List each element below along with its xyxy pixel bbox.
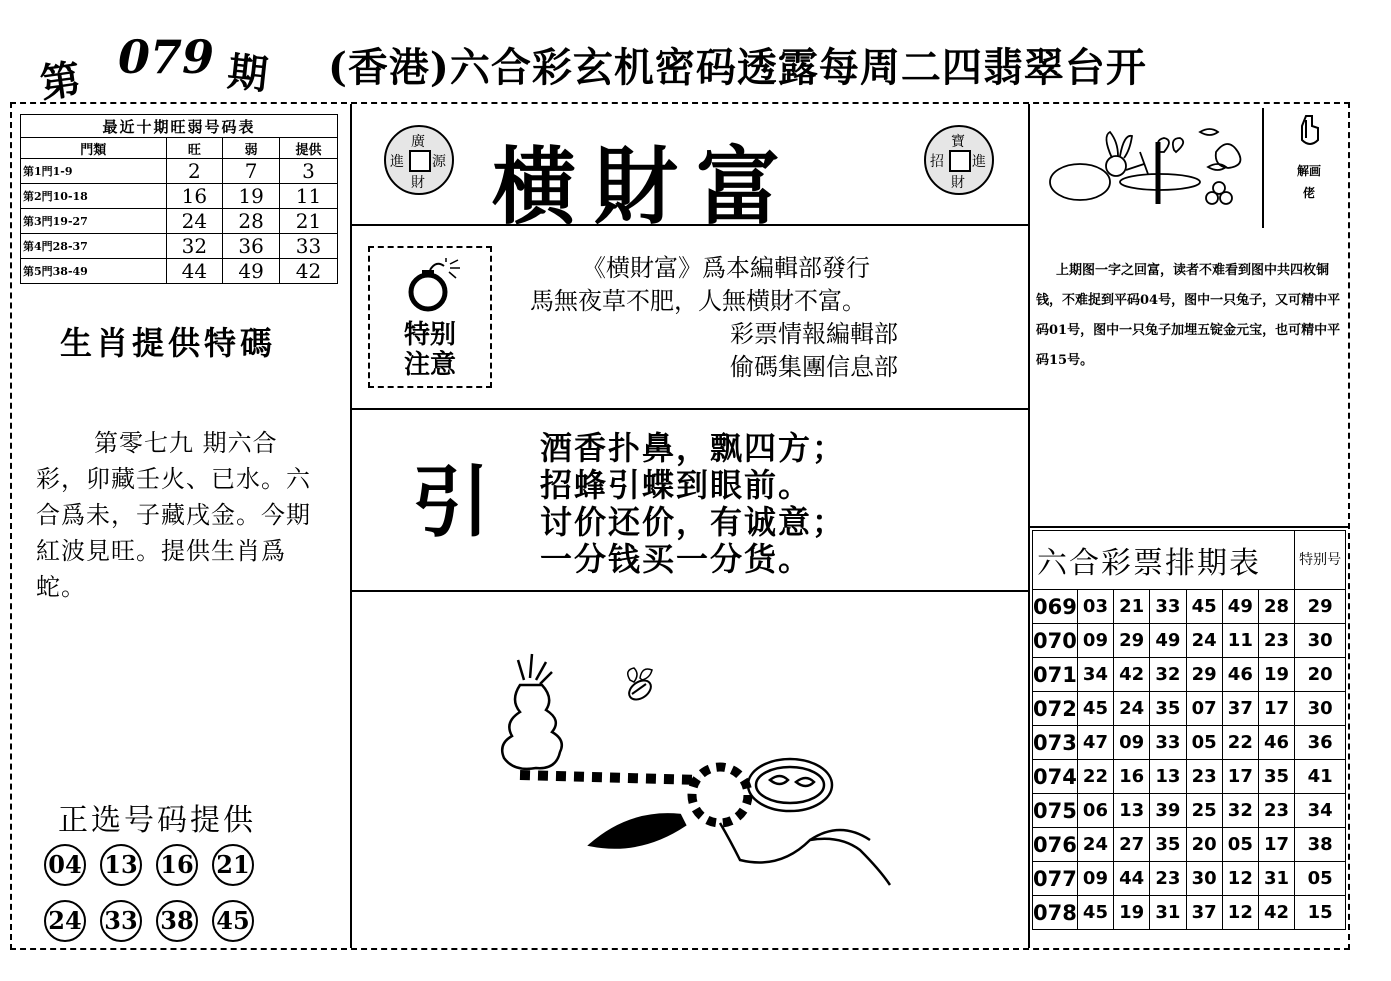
number-cell: 23: [1150, 862, 1186, 896]
notice-line: 馬無夜草不肥，人無横財不富。: [530, 287, 866, 315]
period-cell: 075: [1033, 794, 1078, 828]
row-group: 第2門10-18: [21, 184, 167, 209]
notice-label-line: 特别: [403, 320, 456, 350]
number-cell: 16: [1114, 760, 1150, 794]
table-row: [1033, 624, 1346, 658]
number-cell: 19: [1258, 658, 1294, 692]
table-row: [1033, 760, 1346, 794]
pick-ball: 38: [156, 900, 198, 942]
row-ruo: 36: [223, 234, 280, 259]
table-row: [1033, 726, 1346, 760]
col-header-wang: 旺: [166, 138, 223, 159]
poem-line: 一分钱买一分货。: [540, 540, 813, 578]
notice-box: [368, 246, 492, 388]
row-wang: 2: [166, 159, 223, 184]
coin-left-icon: [384, 125, 454, 195]
poem-line: 酒香扑鼻，飘四方；: [540, 429, 847, 467]
number-cell: 45: [1077, 896, 1113, 930]
number-cell: 37: [1222, 692, 1258, 726]
number-cell: 07: [1186, 692, 1222, 726]
divider-left: [350, 104, 352, 948]
notice-text: [530, 252, 898, 384]
riddle-side-label: 解画佬: [1296, 164, 1321, 200]
number-cell: 35: [1150, 828, 1186, 862]
special-number-cell: 05: [1295, 862, 1346, 896]
period-cell: 069: [1033, 590, 1078, 624]
number-cell: 45: [1077, 692, 1113, 726]
coin-char: 寶: [951, 134, 965, 150]
number-cell: 20: [1186, 828, 1222, 862]
stats-caption: 最近十期旺弱号码表: [21, 115, 338, 138]
number-cell: 46: [1258, 726, 1294, 760]
special-label: 特别号: [1295, 531, 1346, 590]
number-cell: 33: [1150, 590, 1186, 624]
table-row: [1033, 658, 1346, 692]
number-cell: 32: [1222, 794, 1258, 828]
row-group: 第5門38-49: [21, 259, 167, 284]
number-cell: 29: [1186, 658, 1222, 692]
poem-big-char: 引: [412, 458, 491, 548]
number-cell: 12: [1222, 896, 1258, 930]
row-group: 第1門1-9: [21, 159, 167, 184]
pick-ball: 04: [44, 844, 86, 886]
special-number-cell: 36: [1295, 726, 1346, 760]
number-cell: 45: [1186, 590, 1222, 624]
number-cell: 13: [1114, 794, 1150, 828]
divider-jie: [1262, 108, 1264, 228]
number-cell: 21: [1114, 590, 1150, 624]
row-provide: 11: [279, 184, 337, 209]
special-number-cell: 15: [1295, 896, 1346, 930]
zodiac-title: 生肖提供特碼: [60, 324, 277, 362]
brand-name: 横財富: [492, 137, 799, 236]
number-cell: 49: [1222, 590, 1258, 624]
coin-square: [409, 150, 431, 172]
notice-label-line: 注意: [403, 350, 456, 380]
number-cell: 49: [1150, 624, 1186, 658]
number-cell: 22: [1077, 760, 1113, 794]
table-row: [21, 159, 338, 184]
row-ruo: 7: [223, 159, 280, 184]
row-provide: 3: [279, 159, 337, 184]
number-cell: 23: [1186, 760, 1222, 794]
table-row: [21, 234, 338, 259]
table-row: [21, 259, 338, 284]
col-header-provide: 提供: [279, 138, 337, 159]
row-wang: 32: [166, 234, 223, 259]
period-cell: 072: [1033, 692, 1078, 726]
number-cell: 31: [1258, 862, 1294, 896]
number-cell: 28: [1258, 590, 1294, 624]
poem-line: 讨价还价，有诚意；: [540, 503, 847, 541]
notice-line: 偷碼集團信息部: [730, 353, 898, 381]
number-cell: 11: [1222, 624, 1258, 658]
number-cell: 24: [1114, 692, 1150, 726]
row-provide: 42: [279, 259, 337, 284]
notice-line: 彩票情報編輯部: [730, 320, 898, 348]
coin-char: 進: [390, 154, 404, 170]
pick-ball: 45: [212, 900, 254, 942]
zodiac-text: 第零七九 期六合彩，卯藏壬火、已水。六合爲未，子藏戌金。今期紅波見旺。提供生肖爲蛇。: [36, 429, 311, 601]
special-number-cell: 30: [1295, 692, 1346, 726]
coin-char: 財: [951, 175, 965, 191]
table-row: [21, 209, 338, 234]
number-cell: 05: [1222, 828, 1258, 862]
number-cell: 31: [1150, 896, 1186, 930]
row-group: 第4門28-37: [21, 234, 167, 259]
row-wang: 44: [166, 259, 223, 284]
number-cell: 29: [1114, 624, 1150, 658]
poem: [540, 430, 846, 578]
picks-title: 正选号码提供: [58, 803, 256, 838]
bee-icon: [626, 668, 655, 703]
table-row: [1033, 590, 1346, 624]
table-row: [21, 184, 338, 209]
number-cell: 25: [1186, 794, 1222, 828]
number-cell: 33: [1150, 726, 1186, 760]
divider-notice: [352, 408, 1028, 410]
period-cell: 070: [1033, 624, 1078, 658]
table-row: [1033, 896, 1346, 930]
coin-char: 廣: [411, 134, 425, 150]
notice-line: 《横財富》爲本編輯部發行: [582, 254, 870, 282]
pick-ball: 13: [100, 844, 142, 886]
number-cell: 03: [1077, 590, 1113, 624]
coin-char: 進: [972, 154, 986, 170]
number-cell: 17: [1258, 828, 1294, 862]
number-cell: 30: [1186, 862, 1222, 896]
number-cell: 34: [1077, 658, 1113, 692]
coin-square: [949, 150, 971, 172]
picks-numbers: [44, 844, 334, 956]
row-provide: 33: [279, 234, 337, 259]
table-row: [1033, 862, 1346, 896]
number-cell: 35: [1150, 692, 1186, 726]
notice-label: [370, 320, 490, 380]
number-cell: 32: [1150, 658, 1186, 692]
special-number-cell: 34: [1295, 794, 1346, 828]
number-cell: 22: [1222, 726, 1258, 760]
period-cell: 071: [1033, 658, 1078, 692]
divider-poem: [352, 590, 1028, 592]
pick-ball: 21: [212, 844, 254, 886]
number-cell: 19: [1114, 896, 1150, 930]
table-row: [1033, 828, 1346, 862]
number-cell: 09: [1077, 624, 1113, 658]
row-ruo: 49: [223, 259, 280, 284]
pick-ball: 16: [156, 844, 198, 886]
number-cell: 23: [1258, 624, 1294, 658]
schedule-title: 六合彩票排期表: [1033, 531, 1295, 590]
riddle-text: 上期图一字之回富，读者不难看到图中共四枚铜钱，不难捉到平码04号，图中一只兔子，又可精中平码01号，图中一只兔子加埋五锭金元宝，也可精中平码15号。: [1036, 263, 1341, 368]
special-number-cell: 20: [1295, 658, 1346, 692]
number-cell: 47: [1077, 726, 1113, 760]
special-number-cell: 29: [1295, 590, 1346, 624]
number-cell: 17: [1258, 692, 1294, 726]
poem-line: 招蜂引蝶到眼前。: [540, 466, 813, 504]
number-cell: 35: [1258, 760, 1294, 794]
bomb-icon: [406, 258, 466, 314]
number-cell: 13: [1150, 760, 1186, 794]
period-cell: 077: [1033, 862, 1078, 896]
number-cell: 42: [1114, 658, 1150, 692]
header-di: 第: [37, 55, 84, 108]
period-cell: 078: [1033, 896, 1078, 930]
number-cell: 42: [1258, 896, 1294, 930]
divider-riddle: [1030, 526, 1348, 528]
number-cell: 09: [1077, 862, 1113, 896]
coin-char: 財: [411, 175, 425, 191]
number-cell: 46: [1222, 658, 1258, 692]
row-wang: 24: [166, 209, 223, 234]
coin-char: 招: [930, 154, 944, 170]
number-cell: 39: [1150, 794, 1186, 828]
rabbit-illustration: [1040, 112, 1260, 217]
special-number-cell: 38: [1295, 828, 1346, 862]
number-cell: 24: [1186, 624, 1222, 658]
header-qi: 期: [225, 48, 271, 99]
col-header-ruo: 弱: [223, 138, 280, 159]
stats-table: [20, 114, 338, 284]
coin-right-icon: [924, 125, 994, 195]
table-row: [1033, 692, 1346, 726]
pointing-hand-icon: [1298, 114, 1322, 150]
schedule-table: [1032, 530, 1346, 930]
pick-ball: 33: [100, 900, 142, 942]
row-wang: 16: [166, 184, 223, 209]
row-ruo: 19: [223, 184, 280, 209]
period-cell: 073: [1033, 726, 1078, 760]
issue-number: 079: [118, 30, 215, 84]
period-cell: 074: [1033, 760, 1078, 794]
row-ruo: 28: [223, 209, 280, 234]
row-provide: 21: [279, 209, 337, 234]
vase-scale-illustration: [480, 640, 920, 900]
special-number-cell: 41: [1295, 760, 1346, 794]
number-cell: 05: [1186, 726, 1222, 760]
number-cell: 24: [1077, 828, 1113, 862]
period-cell: 076: [1033, 828, 1078, 862]
number-cell: 06: [1077, 794, 1113, 828]
col-header-group: 門類: [21, 138, 167, 159]
number-cell: 17: [1222, 760, 1258, 794]
table-row: [1033, 794, 1346, 828]
coin-char: 源: [432, 154, 446, 170]
page-title: (香港)六合彩玄机密码透露每周二四翡翠台开: [328, 44, 1147, 91]
number-cell: 44: [1114, 862, 1150, 896]
schedule-body: [1033, 590, 1346, 930]
pick-ball: 24: [44, 900, 86, 942]
special-number-cell: 30: [1295, 624, 1346, 658]
row-group: 第3門19-27: [21, 209, 167, 234]
number-cell: 27: [1114, 828, 1150, 862]
number-cell: 12: [1222, 862, 1258, 896]
number-cell: 37: [1186, 896, 1222, 930]
number-cell: 09: [1114, 726, 1150, 760]
number-cell: 23: [1258, 794, 1294, 828]
